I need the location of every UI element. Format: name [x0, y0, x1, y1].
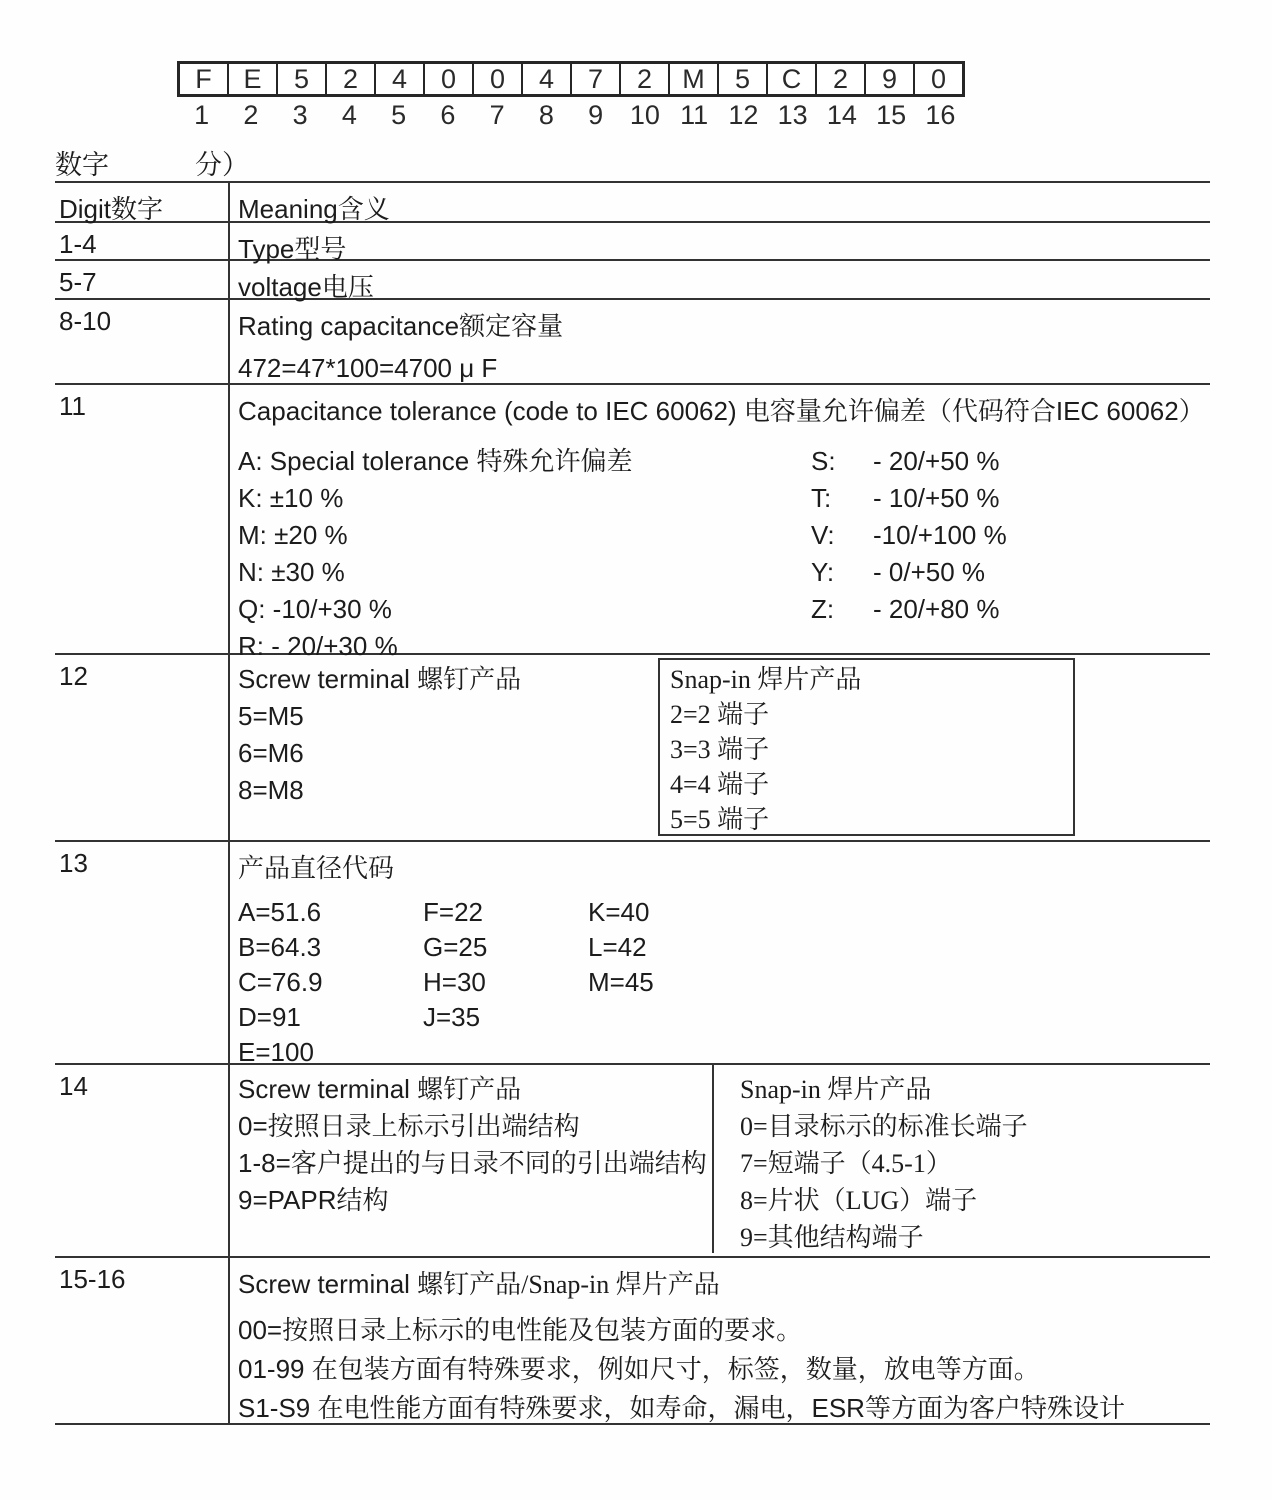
part-code-cell: 5 — [278, 64, 327, 94]
screw-terminal-item: 5=M5 — [238, 701, 304, 731]
digit-cell: 13 — [55, 842, 230, 1063]
snap-in-item: 5=5 端子 — [670, 805, 770, 834]
diameter-code: C=76.9 — [238, 967, 323, 997]
part-code-cell: C — [768, 64, 817, 94]
diameter-grid-row — [238, 965, 1210, 1000]
meaning-cell — [230, 1258, 1210, 1423]
part-code-cell: 2 — [621, 64, 670, 94]
diameter-code: B=64.3 — [238, 932, 322, 962]
header-meaning: Meaning含义 — [238, 194, 390, 224]
snap-in-item: 9=其他结构端子 — [740, 1223, 924, 1252]
row-title-snapin: /Snap-in 焊片产品 — [521, 1270, 720, 1299]
digit-cell: 1-4 — [55, 223, 230, 259]
tolerance-value: - 20/+80 % — [873, 594, 1000, 624]
meaning-cell — [230, 300, 1210, 383]
snap-in-title: Snap-in 焊片产品 — [740, 1075, 932, 1104]
tolerance-item — [811, 443, 1007, 480]
screw-terminal-item: 1-8=客户提出的与日录不同的引出端结构 — [238, 1148, 707, 1178]
row-15-16-lines — [238, 1311, 1210, 1428]
tolerance-item — [811, 480, 1007, 517]
screw-terminal-item: 9=PAPR结构 — [238, 1185, 389, 1215]
tolerance-value: - 10/+50 % — [873, 483, 1000, 513]
diameter-code: K=40 — [588, 897, 650, 927]
part-number-code-strip — [177, 61, 965, 97]
part-code-cell: 0 — [474, 64, 523, 94]
screw-terminal-item: 8=M8 — [238, 775, 304, 805]
snap-in-list — [712, 1065, 1192, 1253]
screw-terminal-title: Screw terminal 螺钉产品 — [238, 1074, 522, 1104]
tolerance-item: N: ±30 % — [238, 557, 345, 587]
part-code-cell: 0 — [425, 64, 474, 94]
part-code-cell: F — [180, 64, 229, 94]
tolerance-left-list — [238, 443, 632, 665]
tolerance-item: A: Special tolerance 特殊允许偏差 — [238, 446, 633, 476]
table-row-1-4 — [55, 223, 1210, 264]
heading-text: 分） — [195, 150, 249, 180]
digit-cell: 12 — [55, 655, 230, 840]
table-row-13 — [55, 842, 1210, 1065]
digit-position-label: 4 — [341, 100, 357, 130]
snap-in-item: 8=片状（LUG）端子 — [740, 1186, 978, 1215]
digit-position-label: 13 — [777, 100, 808, 130]
digit-position-label: 6 — [440, 100, 456, 130]
diameter-code-title: 产品直径代码 — [238, 854, 395, 883]
part-code-cell: M — [670, 64, 719, 94]
digit-position-label: 14 — [826, 100, 857, 130]
table-header-row — [55, 183, 1210, 223]
table-row-15-16 — [55, 1258, 1210, 1425]
snap-in-item: 2=2 端子 — [670, 700, 770, 729]
diameter-code: H=30 — [423, 967, 486, 997]
tolerance-right-list — [811, 443, 1007, 628]
diameter-code — [588, 1000, 1210, 1035]
digit-position-label: 11 — [680, 100, 709, 130]
capacitance-example: 472=47*100=4700 μ F — [238, 353, 498, 383]
screw-terminal-title: Screw terminal 螺钉产品 — [238, 664, 522, 694]
digit-meaning-table — [55, 181, 1210, 1425]
tolerance-item — [811, 554, 1007, 591]
suffix-rule: S1-S9 在电性能方面有特殊要求，如寿命，漏电，ESR等方面为客户特殊设计 — [238, 1393, 1125, 1423]
tolerance-code: S: — [811, 446, 836, 476]
table-row-8-10 — [55, 300, 1210, 385]
digit-position-label: 10 — [629, 100, 660, 130]
diameter-grid-row — [238, 1000, 1210, 1035]
diameter-code-grid — [238, 895, 1210, 1070]
tolerance-item: R: - 20/+30 % — [238, 631, 398, 661]
snap-in-item: 7=短端子（4.5-1） — [740, 1149, 952, 1178]
part-code-cell: 9 — [866, 64, 915, 94]
diameter-code: D=91 — [238, 1002, 301, 1032]
diameter-code: L=42 — [588, 932, 647, 962]
tolerance-item — [811, 591, 1007, 628]
table-row-5-7 — [55, 261, 1210, 300]
meaning-cell — [230, 655, 1210, 840]
part-code-cell: 7 — [572, 64, 621, 94]
screw-terminal-item: 6=M6 — [238, 738, 304, 768]
digit-cell: 14 — [55, 1065, 230, 1256]
suffix-rule: 00=按照日录上标示的电性能及包装方面的要求。 — [238, 1315, 803, 1345]
part-code-cell: 0 — [930, 63, 947, 94]
digit-cell: 8-10 — [55, 300, 230, 383]
digit-position-label: 7 — [489, 100, 505, 130]
heading-text: 数字 — [55, 150, 109, 180]
digit-position-label: 12 — [728, 100, 759, 130]
part-code-cell: 2 — [817, 64, 866, 94]
table-row-11 — [55, 385, 1210, 661]
tolerance-code: Y: — [811, 557, 835, 587]
diameter-code: F=22 — [423, 897, 483, 927]
digit-position-label: 2 — [243, 100, 259, 130]
snap-in-item: 3=3 端子 — [670, 735, 770, 764]
snap-in-item: 4=4 端子 — [670, 770, 770, 799]
suffix-rule: 01-99 在包装方面有特殊要求，例如尺寸，标签，数量，放电等方面。 — [238, 1354, 1040, 1384]
digit-cell: 15-16 — [55, 1258, 230, 1423]
table-row-14 — [55, 1065, 1210, 1258]
meaning-cell — [230, 1065, 1210, 1256]
digit-position-label: 16 — [925, 100, 956, 130]
table-row-12 — [55, 655, 1210, 842]
digit-position-label: 9 — [588, 100, 604, 130]
diameter-code: M=45 — [588, 967, 654, 997]
tolerance-code: V: — [811, 520, 835, 550]
tolerance-item: M: ±20 % — [238, 520, 348, 550]
digit-position-label: 15 — [876, 100, 907, 130]
digit-position-label: 5 — [391, 100, 407, 130]
row-title-screw: Screw terminal 螺钉产品 — [238, 1269, 522, 1299]
part-code-cell: 4 — [523, 64, 572, 94]
snap-in-item: 0=目录标示的标准长端子 — [740, 1112, 1028, 1141]
digit-position-row — [177, 100, 965, 131]
meaning-cell — [230, 385, 1210, 661]
tolerance-code: T: — [811, 483, 832, 513]
tolerance-value: - 0/+50 % — [873, 557, 986, 587]
diameter-code: E=100 — [238, 1037, 314, 1067]
digit-position-label: 1 — [194, 100, 210, 130]
snap-in-title: Snap-in 焊片产品 — [670, 665, 862, 694]
part-code-cell: E — [229, 64, 278, 94]
tolerance-code: Z: — [811, 594, 835, 624]
row-15-16-title — [238, 1264, 1210, 1301]
diameter-grid-row — [238, 930, 1210, 965]
tolerance-item: K: ±10 % — [238, 483, 344, 513]
meaning-cell: Type型号 — [238, 234, 347, 264]
screw-terminal-item: 0=按照日录上标示引出端结构 — [238, 1111, 580, 1141]
tolerance-value: - 20/+50 % — [873, 446, 1000, 476]
header-digit: Digit数字 — [55, 183, 230, 221]
part-code-cell: 5 — [719, 64, 768, 94]
snap-in-box — [658, 658, 1075, 836]
diameter-code: G=25 — [423, 932, 488, 962]
diameter-grid-row — [238, 895, 1210, 930]
meaning-cell — [230, 842, 1210, 1067]
digit-cell: 5-7 — [55, 261, 230, 298]
digit-cell: 11 — [55, 385, 230, 653]
meaning-cell: voltage电压 — [238, 272, 374, 302]
digit-position-label: 3 — [292, 100, 308, 130]
tolerance-item: Q: -10/+30 % — [238, 594, 392, 624]
diameter-code: J=35 — [423, 1002, 481, 1032]
digit-position-label: 8 — [538, 100, 554, 130]
tolerance-title: Capacitance tolerance (code to IEC 60062) 电容量允许偏差（代码符合IEC 60062） — [238, 396, 1205, 426]
tolerance-value: -10/+100 % — [873, 520, 1007, 550]
part-code-cell: 2 — [327, 64, 376, 94]
tolerance-item — [811, 517, 1007, 554]
part-code-cell: 4 — [376, 64, 425, 94]
diameter-code: A=51.6 — [238, 897, 322, 927]
rating-capacitance-label: Rating capacitance额定容量 — [238, 311, 564, 341]
